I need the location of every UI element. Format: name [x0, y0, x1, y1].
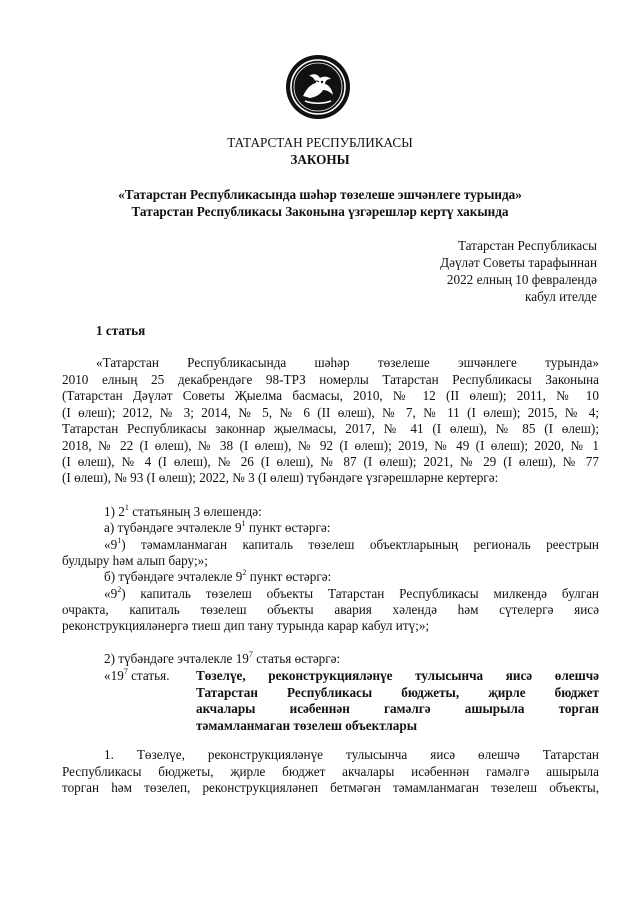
item1-b-label: б) түбәндәге эчтәлекле $9^2$ пункт өстәргә: — [104, 568, 332, 584]
intro-line: Татарстан Республикасы законнар җыелмасы, 2017, № 41 (I өлеш), № 85 (I өлеш); — [62, 421, 599, 437]
law-title-line-1: «Татарстан Республикасында шәһәр төзелеше эшчәнлеге турында» — [118, 187, 522, 202]
item2-label: 2) түбәндәге эчтәлекле $19^7$ статья өстәргә: — [104, 650, 341, 666]
item1-a-text-line-2: булдыру һәм алып бару;»; — [62, 553, 208, 568]
new-article-title-line-1: Төзелүе, реконструкцияләнүе тулысынча яисә өлешчә — [196, 668, 599, 683]
adoption-line-1: Татарстан Республикасы — [457, 238, 597, 253]
intro-line: 2010 елның 25 декабрендәге 98-ТРЗ номерлы Татарстан Республикасы Законына — [62, 372, 599, 387]
point1-line-2: Республикасы бюджеты, җирле бюджет акчалары исәбеннән гамәлгә ашырыла — [62, 764, 599, 779]
adoption-line-4: кабул ителде — [525, 289, 597, 304]
item1-a-text-line-1: «$9^1$) тәмамланмаган капиталь төзелеш объектларының региональ реестрын — [104, 536, 599, 552]
intro-line: (I өлеш), № 4 (I өлеш), № 26 (I өлеш), № 87 (I өлеш); 2021, № 29 (I өлеш), № 77 — [62, 453, 599, 469]
new-article-title-line-4: тәмамланмаган төзелеш объектлары — [196, 718, 418, 733]
point1-line-3: торган һәм төзелеп, реконструкцияләнеп бетмәгән тәмамланмаган төзелеш объекты, — [62, 780, 599, 795]
item1-a-label: а) түбәндәге эчтәлекле $9^1$ пункт өстәргә: — [104, 519, 331, 535]
adoption-line-3: 2022 елның 10 февралендә — [446, 272, 597, 287]
intro-line: (I өлеш); 2012, № 3; 2014, № 5, № 6 (II өлеш), № 7, № 11 (I өлеш); 2015, № 4; — [62, 404, 599, 420]
item1-b-text-line-3: реконструкцияләнергә тиеш дип тану турында карар кабул итү;»; — [62, 618, 430, 633]
intro-line-1: «Татарстан Республикасында шәһәр төзелеше эшчәнлеге турында» — [96, 355, 599, 370]
new-article-title-line-3: акчалары исәбеннән гамәлгә ашырыла торган — [196, 701, 599, 716]
intro-line: (I өлеш), № 93 (I өлеш); 2022, № 3 (I өлеш) түбәндәге үзгәрешләрне кертергә: — [62, 470, 499, 486]
item1-label: 1) $2^1$ статьяның 3 өлешендә: — [104, 503, 262, 519]
tatarstan-emblem-icon — [285, 54, 351, 120]
new-article-number: «$19^7$ статья. — [104, 667, 170, 683]
adoption-line-2: Дәүләт Советы тарафыннан — [440, 255, 597, 270]
intro-paragraph — [62, 372, 599, 487]
intro-line: (Татарстан Дәүләт Советы Җыелма басмасы, 2010, № 12 (II өлеш); 2011, № 10 — [62, 388, 599, 404]
point1-line-1: 1. Төзелүе, реконструкцияләнүе тулысынча яисә өлешчә Татарстан — [104, 747, 599, 762]
law-title-line-2: Татарстан Республикасы Законына үзгәрешләр кертү хакында — [131, 204, 509, 219]
law-heading: ЗАКОНЫ — [290, 152, 350, 167]
article-heading: 1 статья — [96, 323, 146, 338]
republic-heading: ТАТАРСТАН РЕСПУБЛИКАСЫ — [227, 135, 413, 150]
intro-line: 2018, № 22 (I өлеш), № 38 (I өлеш), № 92 (I өлеш); 2019, № 49 (I өлеш); 2020, № 1 — [62, 437, 599, 453]
item1-b-text-line-1: «$9^2$) капиталь төзелеш объекты Татарстан Республикасы милкендә булган — [104, 585, 599, 601]
new-article-title-line-2: Татарстан Республикасы бюджеты, җирле бюджет — [196, 685, 599, 700]
item1-b-text-line-2: очракта, капиталь төзелеш объекты авария хәлендә һәм сүтелергә яисә — [62, 602, 599, 617]
